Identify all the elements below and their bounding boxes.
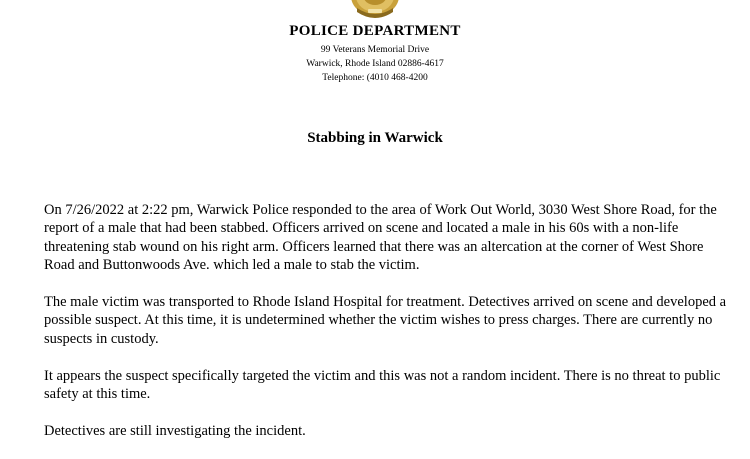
telephone: Telephone: (4010 468-4200 [322,73,428,83]
address-line-2: Warwick, Rhode Island 02886-4617 [306,59,444,69]
letterhead [0,22,750,85]
department-name: POLICE DEPARTMENT [289,23,461,39]
paragraph: On 7/26/2022 at 2:22 pm, Warwick Police responded to the area of Work Out World, 3030 West Shore Road, for the report of a male that had been stabbed. Officers arrived on scene and located a male in his 60s with a non-life threatening stab wound on his right arm. Officers learned that there was an altercation at the corner of West Shore Road and Buttonwoods Ave. which led a male to stab the victim. [44,202,717,274]
press-release-body [44,201,734,459]
press-release-title: Stabbing in Warwick [307,130,443,146]
paragraph: It appears the suspect specifically targeted the victim and this was not a random incident. There is no threat to public safety at this time. [44,367,721,403]
paragraph: Detectives are still investigating the incident. [44,422,306,439]
paragraph: The male victim was transported to Rhode Island Hospital for treatment. Detectives arrived on scene and developed a possible suspect. At this time, it is undetermined whether the victim wishes to press charges. There are currently no suspects in custody. [44,294,727,347]
police-badge-icon [349,0,401,18]
address-line-1: 99 Veterans Memorial Drive [320,45,430,55]
